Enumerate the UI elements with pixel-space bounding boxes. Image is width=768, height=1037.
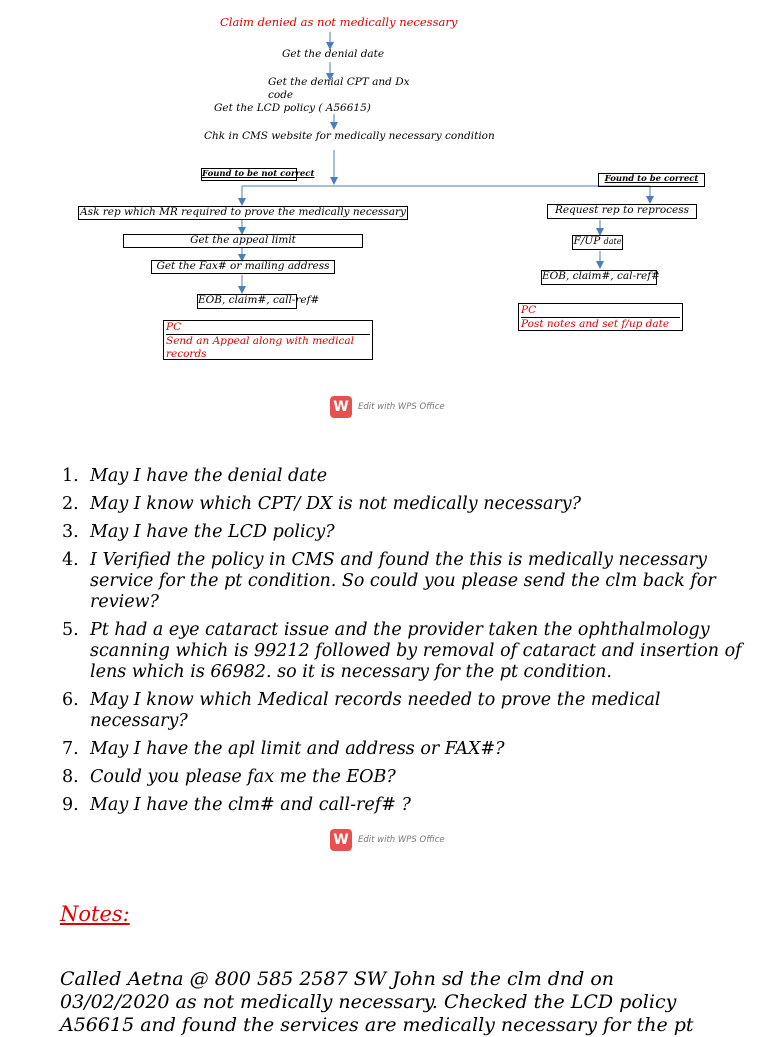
list-item [60,522,750,543]
list-item [60,795,750,816]
item-text: Could you please fax me the EOB? [90,767,396,787]
wps-watermark[interactable] [330,396,445,418]
fax-address-box: Get the Fax# or mailing address [151,260,335,274]
fup-date-box [572,235,623,250]
fup-date-label: date [603,237,622,246]
notes-line: Called Aetna @ 800 585 2587 SW John sd the clm dnd on [60,968,615,990]
left-pc-label: PC [166,321,370,335]
wps-watermark-text: Edit with WPS Office [358,835,445,845]
item-text: May I have the clm# and call-ref# ? [90,795,411,815]
step-cpt-dx: Get the denial CPT and Dx [268,76,410,88]
item-number: 4. [62,550,79,570]
list-item [60,620,750,683]
found-correct-box: Found to be correct [598,173,705,187]
right-pc-box [518,303,683,331]
request-reprocess-box: Request rep to reprocess [547,204,697,219]
item-text: May I know which Medical records needed to prove the medical necessary? [90,690,661,731]
list-item [60,690,750,732]
wps-logo-icon: W [330,396,352,418]
item-number: 5. [62,620,79,640]
found-not-correct-box: Found to be not correct [202,169,315,179]
item-text: Pt had a eye cataract issue and the provider taken the ophthalmology scanning which is 99212 followed by removal of cataract and insertion of lens which is 66982. so it is necessary for the pt condition. [90,620,742,682]
flowchart-title: Claim denied as not medically necessary [220,15,458,29]
fup-label: F/UP [573,235,601,247]
wps-watermark-text: Edit with WPS Office [358,402,445,412]
wps-logo-icon: W [330,829,352,851]
item-text: May I have the denial date [90,466,328,486]
right-pc-label: PC [521,304,680,318]
right-pc-note: Post notes and set f/up date [521,318,670,330]
item-number: 8. [62,767,79,787]
item-number: 7. [62,739,79,759]
list-item [60,466,750,487]
step-denial-date: Get the denial date [282,48,385,60]
question-list [60,466,750,823]
notes-line: 03/02/2020 as not medically necessary. Checked the LCD policy [60,991,677,1013]
notes-line: A56615 and found the services are medically necessary for the pt [60,1014,694,1036]
left-pc-box [163,320,373,360]
list-item [60,739,750,760]
item-number: 3. [62,522,79,542]
item-text: May I know which CPT/ DX is not medically necessary? [90,494,582,514]
notes-heading: Notes: [60,902,130,926]
ask-rep-mr-box: Ask rep which MR required to prove the medically necessary [78,206,408,220]
item-text: May I have the LCD policy? [90,522,335,542]
appeal-limit-box: Get the appeal limit [123,234,363,248]
item-text: May I have the apl limit and address or FAX#? [90,739,505,759]
list-item [60,494,750,515]
step-lcd-policy: Get the LCD policy ( A56615) [214,102,371,114]
item-number: 2. [62,494,79,514]
list-item [60,550,750,613]
left-eob-box: EOB, claim#, call-ref# [197,294,297,309]
list-item [60,767,750,788]
item-text: I Verified the policy in CMS and found the this is medically necessary service for the pt condition. So could you please send the clm back for review? [90,550,716,612]
wps-watermark[interactable] [330,829,445,851]
item-number: 1. [62,466,79,486]
step-cpt-dx-code: code [268,89,294,101]
item-number: 9. [62,795,79,815]
right-eob-box: EOB, claim#, cal-ref# [541,270,657,285]
item-number: 6. [62,690,79,710]
notes-body [60,968,750,1037]
step-cms-check: Chk in CMS website for medically necessary condition [204,130,495,142]
left-pc-note: Send an Appeal along with medical records [166,335,354,360]
